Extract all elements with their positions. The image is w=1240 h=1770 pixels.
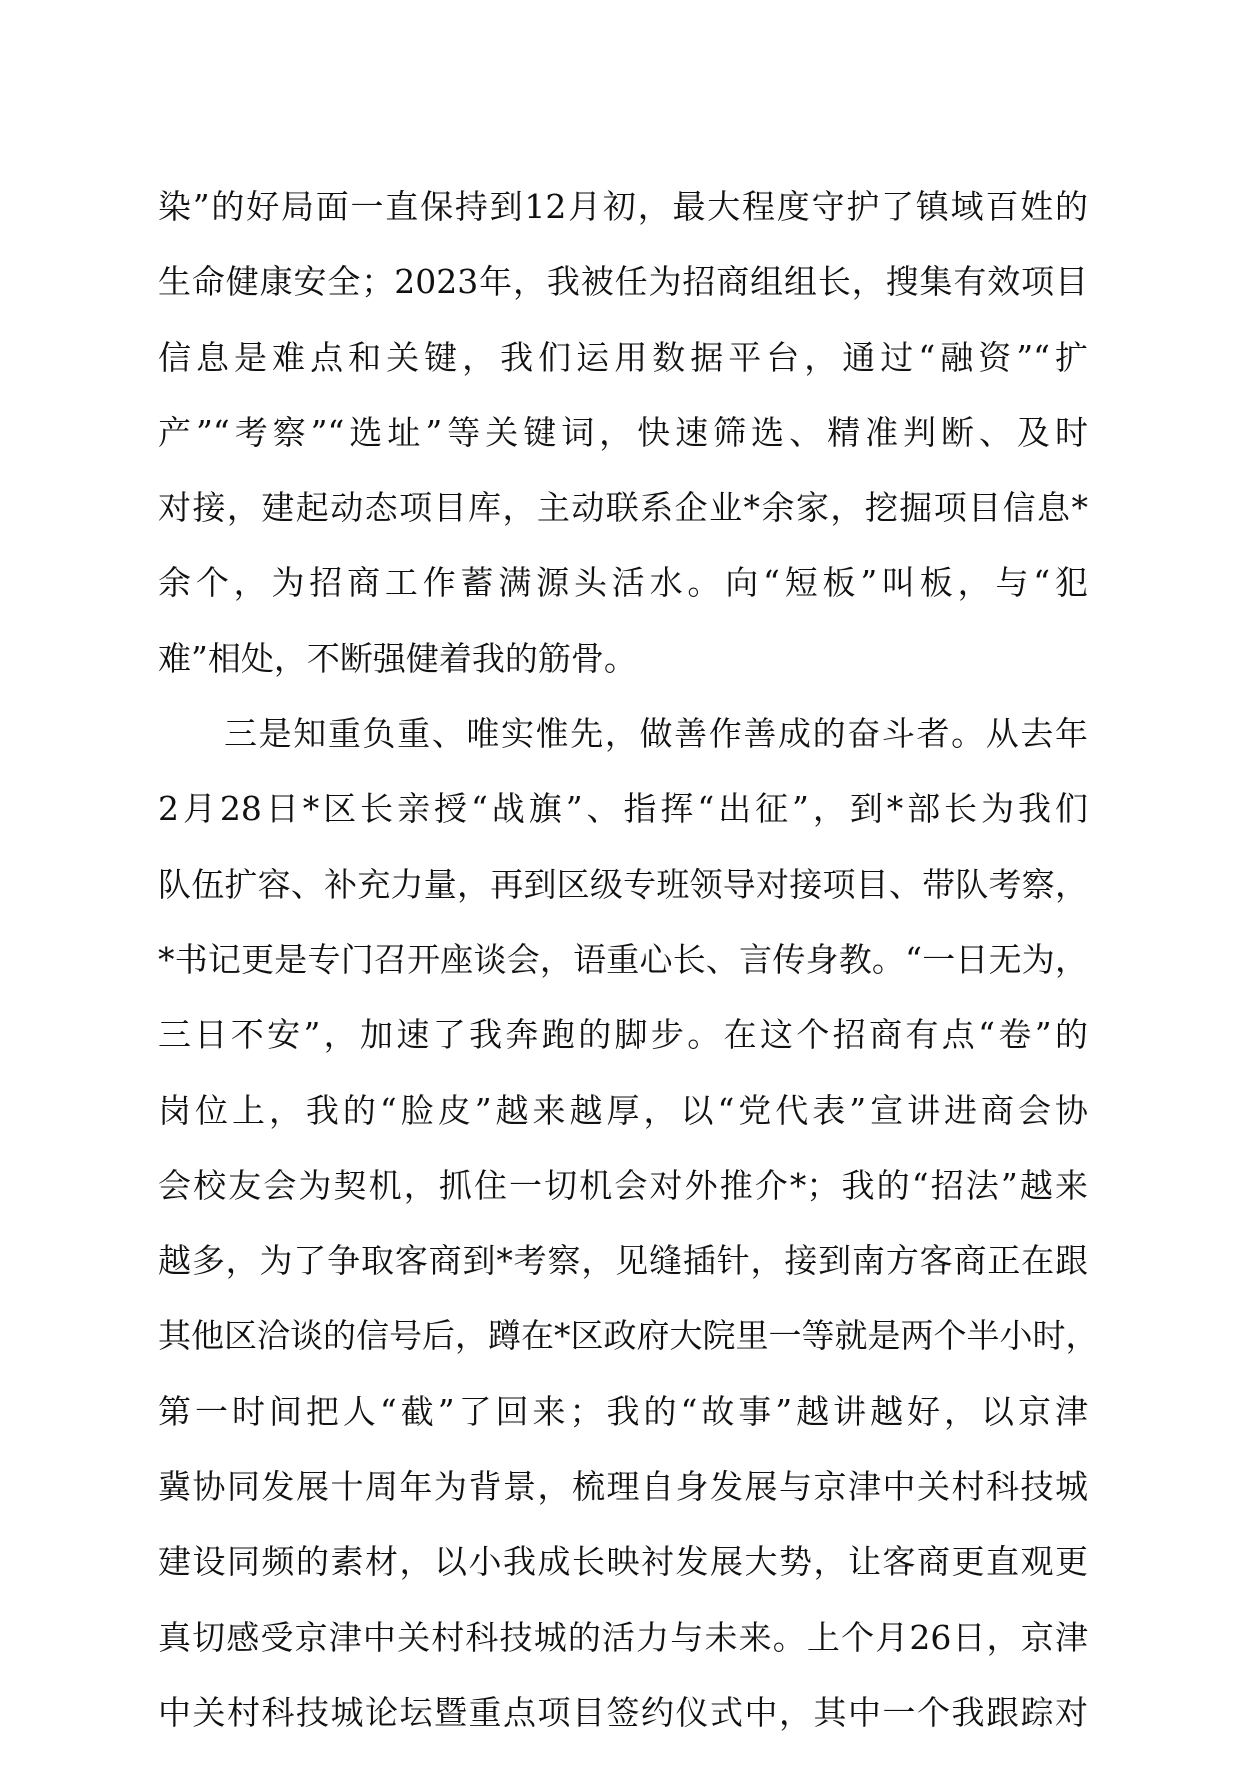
text-line: 对接，建起动态项目库，主动联系企业*余家，挖掘项目信息* <box>158 488 1088 528</box>
body-text <box>158 187 1099 1770</box>
text-line: 第一时间把人“截”了回来；我的“故事”越讲越好，以京津 <box>158 1391 1088 1431</box>
text-line: 余个，为招商工作蓄满源头活水。向“短板”叫板，与“犯 <box>158 563 1088 603</box>
text-line: 难”相处，不断强健着我的筋骨。 <box>158 638 637 678</box>
text-line: 2月28日*区长亲授“战旗”、指挥“出征”，到*部长为我们 <box>158 789 1088 829</box>
text-line: 真切感受京津中关村科技城的活力与未来。上个月26日，京津 <box>158 1617 1088 1657</box>
text-line: 岗位上，我的“脸皮”越来越厚，以“党代表”宣讲进商会协 <box>158 1090 1088 1130</box>
text-line: 其他区洽谈的信号后，蹲在*区政府大院里一等就是两个半小时， <box>158 1316 1099 1356</box>
paragraph-start-line: 三是知重负重、唯实惟先，做善作善成的奋斗者。从去年 <box>224 714 1088 754</box>
text-line: 中关村科技城论坛暨重点项目签约仪式中，其中一个我跟踪对 <box>158 1692 1088 1732</box>
text-line: 生命健康安全；2023年，我被任为招商组组长，搜集有效项目 <box>158 262 1088 302</box>
text-line: 队伍扩容、补充力量，再到区级专班领导对接项目、带队考察， <box>158 864 1088 904</box>
text-line: 建设同频的素材，以小我成长映衬发展大势，让客商更直观更 <box>158 1542 1088 1582</box>
text-line: 染”的好局面一直保持到12月初，最大程度守护了镇域百姓的 <box>158 187 1088 226</box>
text-line: 会校友会为契机，抓住一切机会对外推介*；我的“招法”越来 <box>158 1165 1088 1205</box>
text-line: 三日不安”，加速了我奔跑的脚步。在这个招商有点“卷”的 <box>158 1015 1088 1055</box>
text-line: 冀协同发展十周年为背景，梳理自身发展与京津中关村科技城 <box>158 1467 1088 1507</box>
text-line: 越多，为了争取客商到*考察，见缝插针，接到南方客商正在跟 <box>158 1241 1088 1281</box>
text-line: *书记更是专门召开座谈会，语重心长、言传身教。“一日无为， <box>158 939 1088 979</box>
text-line: 产”“考察”“选址”等关键词，快速筛选、精准判断、及时 <box>158 412 1088 452</box>
text-line: 信息是难点和关键，我们运用数据平台，通过“融资”“扩 <box>158 337 1088 377</box>
